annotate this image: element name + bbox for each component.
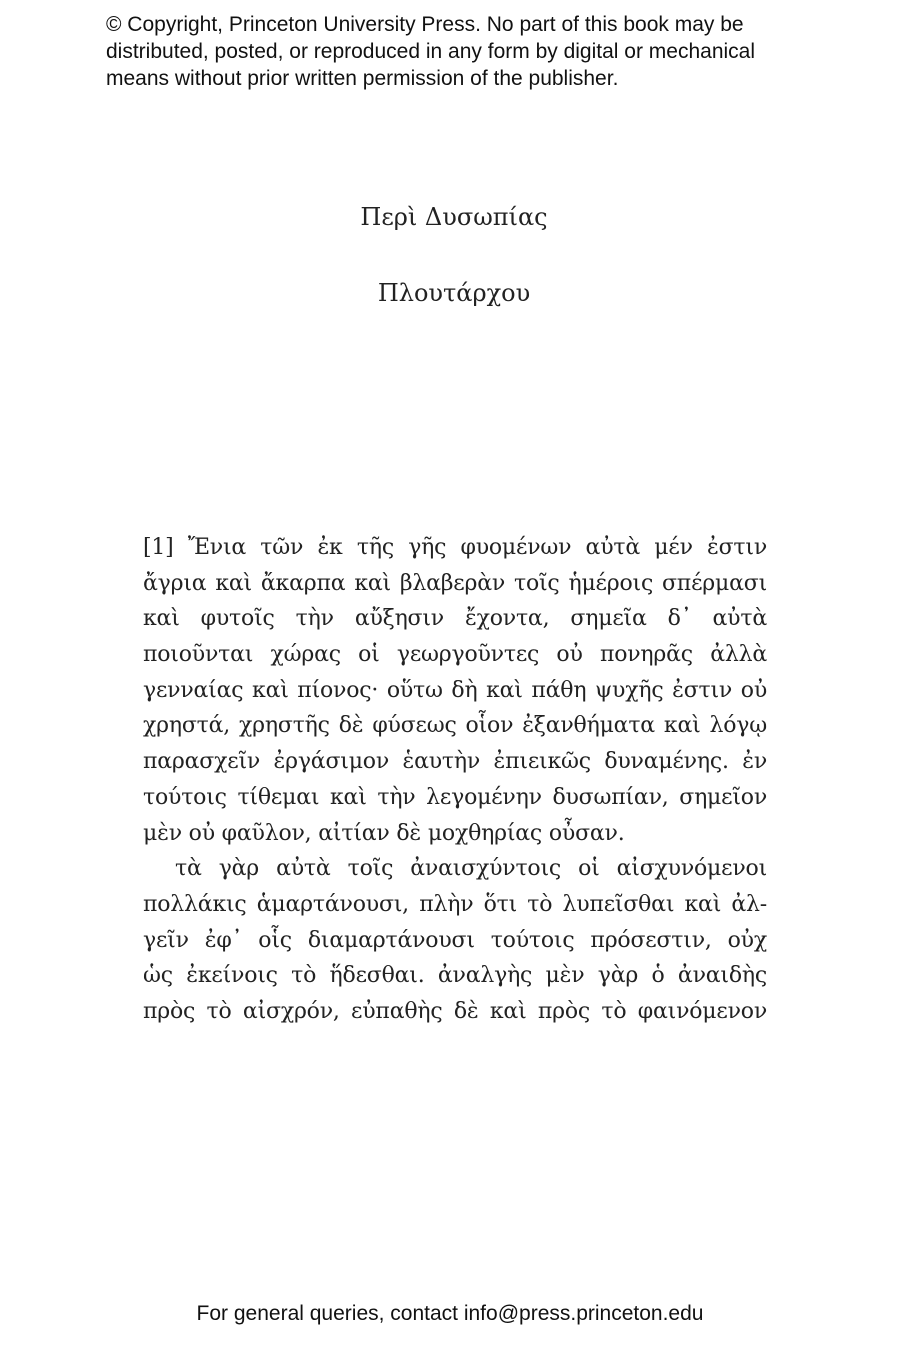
text-line: παρασχεῖν ἐργάσιμον ἑαυτὴν ἐπιεικῶς δυναμένης. ἐν: [143, 749, 767, 775]
paragraph-1: [143, 530, 767, 851]
text-line: τούτοις τίθεμαι καὶ τὴν λεγομένην δυσωπίαν, σημεῖον: [143, 784, 767, 810]
text-line: καὶ φυτοῖς τὴν αὔξησιν ἔχοντα, σημεῖα δ᾽ αὐτὰ: [143, 606, 767, 632]
work-title: Περὶ Δυσωπίας: [360, 203, 548, 231]
greek-text-body: [143, 530, 767, 1030]
text-line: ποιοῦνται χώρας οἱ γεωργοῦντες οὐ πονηρᾶς ἀλλὰ: [143, 642, 767, 668]
paragraph-2: [143, 851, 767, 1029]
text-line: ὡς ἐκείνοις τὸ ἥδεσθαι. ἀναλγὴς μὲν γὰρ ὁ ἀναιδὴς: [143, 963, 767, 989]
text-line: γεῖν ἐφ᾽ οἷς διαμαρτάνουσι τούτοις πρόσεστιν, οὐχ: [143, 927, 767, 953]
author-name: Πλουτάρχου: [377, 279, 531, 307]
text-line: πρὸς τὸ αἰσχρόν, εὐπαθὴς δὲ καὶ πρὸς τὸ φαινόμενον: [143, 998, 767, 1024]
text-line: πολλάκις ἁμαρτάνουσι, πλὴν ὅτι τὸ λυπεῖσθαι καὶ ἀλ-: [143, 891, 767, 917]
copyright-notice: [106, 11, 826, 92]
copyright-line: means without prior written permission of the publisher.: [106, 67, 619, 90]
text-line: γενναίας καὶ πίονος· οὕτω δὴ καὶ πάθη ψυχῆς ἐστιν οὐ: [143, 677, 767, 703]
text-line: τὰ γὰρ αὐτὰ τοῖς ἀναισχύντοις οἱ αἰσχυνόμενοι: [175, 856, 767, 882]
text-line: ἄγρια καὶ ἄκαρπα καὶ βλαβερὰν τοῖς ἡμέροις σπέρμασι: [143, 570, 767, 596]
text-line: μὲν οὐ φαῦλον, αἰτίαν δὲ μοχθηρίας οὖσαν.: [143, 820, 625, 846]
text-line: [1] Ἔνια τῶν ἐκ τῆς γῆς φυομένων αὐτὰ μέν ἐστιν: [143, 535, 767, 560]
footer-contact: For general queries, contact info@press.princeton.edu: [196, 1302, 704, 1325]
text-line: χρηστά, χρηστῆς δὲ φύσεως οἷον ἐξανθήματα καὶ λόγῳ: [143, 713, 767, 739]
copyright-line: distributed, posted, or reproduced in any form by digital or mechanical: [106, 40, 756, 63]
copyright-line: © Copyright, Princeton University Press. No part of this book may be: [106, 13, 744, 36]
